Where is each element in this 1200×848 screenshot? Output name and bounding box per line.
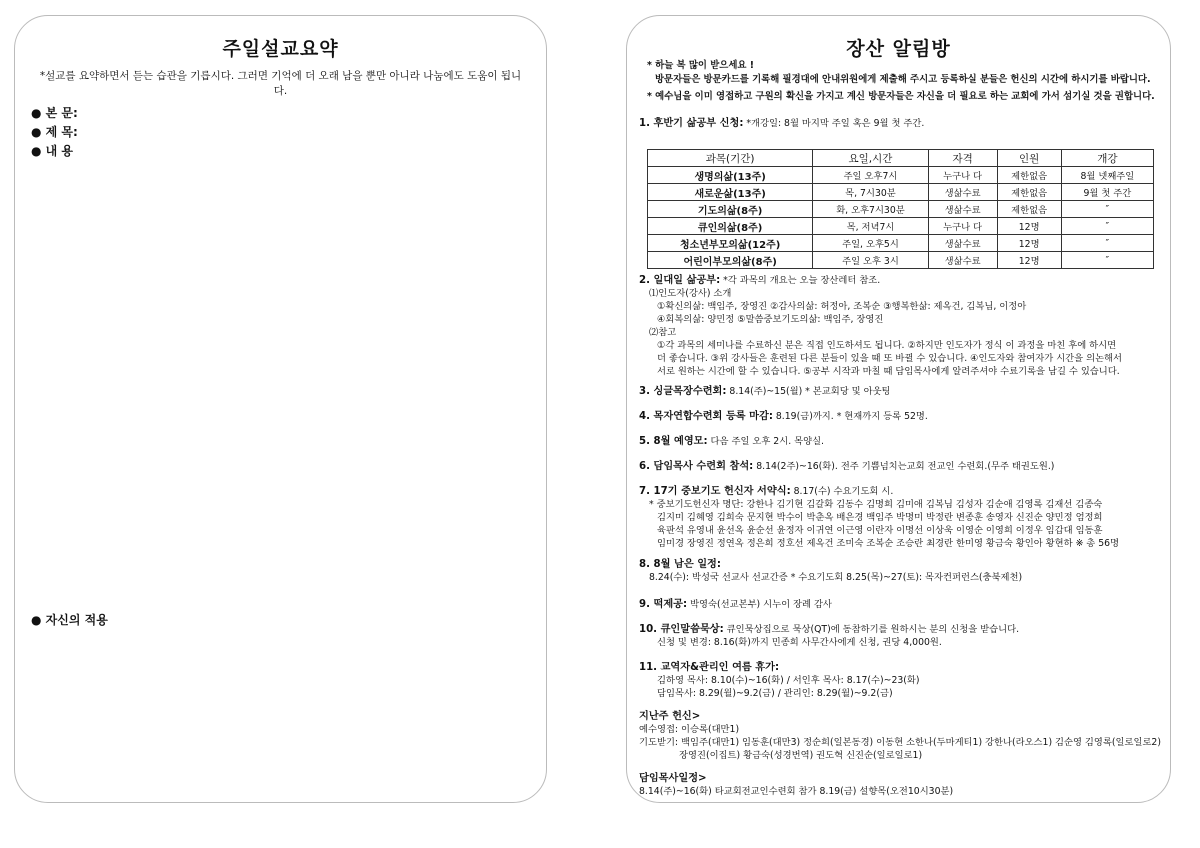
table-row [648,235,1154,252]
section-11-line: 담임목사: 8.29(월)~9.2(금) / 관리인: 8.29(월)~9.2(금) [657,688,893,699]
table-header: 과목(기간) [648,150,813,167]
sermon-summary-subtitle: *설교를 요약하면서 듣는 습관을 기릅시다. 그러면 기억에 더 오래 남을 뿐만 아니라 나눔에도 도움이 됩니다. [39,70,522,97]
section-2-line: ①확신의삶: 백임주, 장영진 ②감사의삶: 허정아, 조복순 ③행복한삶: 제옥건, 김복님, 이정아 [657,301,1027,312]
table-header: 요일,시간 [813,150,928,167]
section-7-head: 7. 17기 중보기도 헌신자 서약식: [639,486,791,497]
table-cell: 누구나 다 [928,167,997,184]
pastor-schedule-head: 담임목사일정> [639,773,707,784]
section-4 [639,410,1158,423]
section-1 [639,117,1158,130]
donation-line: 예수영접: 이승록(대만1) [639,724,740,735]
last-week-donation [639,710,1161,762]
table-row [648,218,1154,235]
section-2-line: 서로 원하는 시간에 할 수 있습니다. ⑤공부 시작과 마칠 때 담임목사에게 알려주셔야 수료기록을 남길 수 있습니다. [657,366,1120,377]
table-cell: ″ [1061,218,1153,235]
sermon-summary-panel [14,15,547,803]
section-11 [639,661,1158,700]
table-cell: 청소년부모의삶(12주) [648,235,813,252]
table-cell: 목, 7시30분 [813,184,928,201]
section-2-line: ⑵참고 [649,327,677,338]
section-1-note: *개강일: 8월 마지막 주일 혹은 9월 첫 주간. [743,118,925,129]
donation-line: 장영진(이집트) 황금숙(성경번역) 권도혁 신진순(일로일로1) [679,750,923,761]
table-cell: 누구나 다 [928,218,997,235]
section-2-line: ①각 과목의 세미나를 수료하신 분은 직접 인도하셔도 됩니다. ②하지만 인도자가 정식 이 과정을 마친 후에 하시면 [657,340,1117,351]
intro-line-3: * 예수님을 이미 영접하고 구원의 확신을 가지고 계신 방문자들은 자신을 더 필요로 하는 교회에 가서 섬기실 것을 권합니다. [647,91,1155,102]
bullet-application: ● 자신의 적용 [31,613,108,627]
section-2-note: *각 과목의 개요는 오늘 장산레터 참조. [720,275,881,286]
section-7-line: 임미경 장영진 정연옥 정은희 정호선 제옥건 조미숙 조복순 조승란 최경란 한미영 황금숙 황인아 황현하 ※ 총 56명 [657,538,1120,549]
table-cell: 생삶수료 [928,235,997,252]
bullet-title: ● 제 목: [31,125,78,139]
section-8-line: 8.24(수): 박성국 선교사 선교간증 * 수요기도회 8.25(목)~27(토): 목자컨퍼런스(충북제천) [649,572,1023,583]
table-cell: 8월 넷째주일 [1061,167,1153,184]
section-7-line: 육판석 유영내 윤선옥 윤순선 윤정자 이귀연 이근영 이란자 이명선 이상욱 이영순 이영희 이정우 임갑대 임동훈 [657,525,1103,536]
section-7-text: 8.17(수) 수요기도회 시. [790,486,894,497]
table-row [648,184,1154,201]
table-cell: 12명 [997,252,1061,269]
intro-line-2: 방문자들은 방문카드를 기록해 필경대에 안내위원에게 제출해 주시고 등록하실 분들은 헌신의 시간에 하시기를 바랍니다. [655,74,1151,85]
section-3 [639,385,1158,398]
sermon-summary-title: 주일설교요약 [222,38,339,60]
section-7-line: * 중보기도헌신자 명단: 강한나 김기현 김갈화 김동수 김명희 김미애 김복님 김성자 김순애 김영록 김재선 김종숙 [649,499,1103,510]
class-schedule-table [647,149,1154,269]
section-8-head: 8. 8월 남은 일정: [639,559,721,570]
section-5-head: 5. 8월 예영모: [639,436,708,447]
section-2 [639,274,1158,378]
table-cell: 생삶수료 [928,201,997,218]
bullet-scripture: ● 본 문: [31,106,78,120]
table-header: 자격 [928,150,997,167]
section-6-head: 6. 담임목사 수련회 참석: [639,461,754,472]
section-9 [639,598,1158,611]
table-cell: 생삶수료 [928,252,997,269]
table-header: 개강 [1061,150,1153,167]
section-2-line: 더 좋습니다. ③위 강사들은 훈련된 다른 분들이 있을 때 또 바뀔 수 있습니다. ④인도자와 참여자가 시간을 의논해서 [657,353,1123,364]
section-6 [639,460,1158,473]
section-4-head: 4. 목자연합수련회 등록 마감: [639,411,773,422]
section-2-line: ④회복의삶: 양민정 ⑤말씀중보기도의삶: 백임주, 장영진 [657,314,884,325]
section-6-text: 8.14(2주)~16(화). 전주 기쁨넘치는교회 전교인 수련회.(무주 태권도원.) [753,461,1055,472]
table-cell: 큐인의삶(8주) [648,218,813,235]
section-7-line: 김지미 김혜영 김희숙 문지현 박수이 박춘옥 배은경 백임주 박명미 박정란 변종훈 송영자 신진순 양민정 엄정희 [657,512,1103,523]
section-10-line: 신청 및 변경: 8.16(화)까지 민종희 사무간사에게 신청, 권당 4,000원. [657,637,942,648]
table-row [648,252,1154,269]
announcements-panel [626,15,1171,803]
announcements-title: 장산 알림방 [846,38,951,60]
table-cell: 화, 오후7시30분 [813,201,928,218]
table-cell: 주일 오후 3시 [813,252,928,269]
intro-line-1: * 하늘 복 많이 받으세요 ! [647,60,755,71]
section-1-head: 1. 후반기 삶공부 신청: [639,118,744,129]
section-7 [639,485,1158,550]
section-4-text: 8.19(금)까지. * 현재까지 등록 52명. [772,411,928,422]
section-3-text: 8.14(주)~15(월) * 본교회당 및 아웃팅 [726,386,891,397]
section-11-head: 11. 교역자&관리인 여름 휴가: [639,662,780,673]
section-2-line: ⑴인도자(강사) 소개 [649,288,732,299]
table-cell: 기도의삶(8주) [648,201,813,218]
section-9-text: 박영숙(선교본부) 시누이 장례 감사 [687,599,832,610]
section-9-head: 9. 떡제공: [639,599,688,610]
table-header-row [648,150,1154,167]
section-5 [639,435,1158,448]
table-cell: 제한없음 [997,184,1061,201]
section-11-line: 김하영 목사: 8.10(수)~16(화) / 서인후 목사: 8.17(수)~23(화) [657,675,920,686]
section-3-head: 3. 싱글목장수련회: [639,386,727,397]
table-cell: ″ [1061,235,1153,252]
table-cell: 목, 저녁7시 [813,218,928,235]
donation-head: 지난주 헌신> [639,711,701,722]
table-cell: 주일 오후7시 [813,167,928,184]
table-cell: 주일, 오후5시 [813,235,928,252]
section-5-text: 다음 주일 오후 2시. 목양실. [707,436,825,447]
table-cell: 12명 [997,218,1061,235]
table-cell: ″ [1061,252,1153,269]
pastor-schedule-line: 8.14(주)~16(화) 타교회전교인수련회 참가 8.19(금) 설향목(오전10시30분) [639,786,954,797]
table-cell: 생명의삶(13주) [648,167,813,184]
section-10-head: 10. 큐인말씀묵상: [639,624,724,635]
table-cell: ″ [1061,201,1153,218]
section-8 [639,558,1158,584]
table-cell: 12명 [997,235,1061,252]
table-cell: 생삶수료 [928,184,997,201]
bullet-content: ● 내 용 [31,144,74,158]
table-row [648,201,1154,218]
table-cell: 제한없음 [997,201,1061,218]
pastor-schedule [639,772,1158,798]
table-row [648,167,1154,184]
section-10-text: 큐인묵상집으로 묵상(QT)에 동참하기를 원하시는 분의 신청을 받습니다. [723,624,1020,635]
table-cell: 어린이부모의삶(8주) [648,252,813,269]
donation-line: 기도받기: 백임주(대만1) 임동훈(대만3) 정순희(일본동경) 이동현 소한나(두마게티1) 강한나(라오스1) 김순영 김영록(일로일로2) [639,737,1161,748]
table-header: 인원 [997,150,1061,167]
table-cell: 제한없음 [997,167,1061,184]
table-cell: 9월 첫 주간 [1061,184,1153,201]
table-cell: 새로운삶(13주) [648,184,813,201]
section-2-head: 2. 일대일 삶공부: [639,275,721,286]
section-10 [639,623,1158,649]
